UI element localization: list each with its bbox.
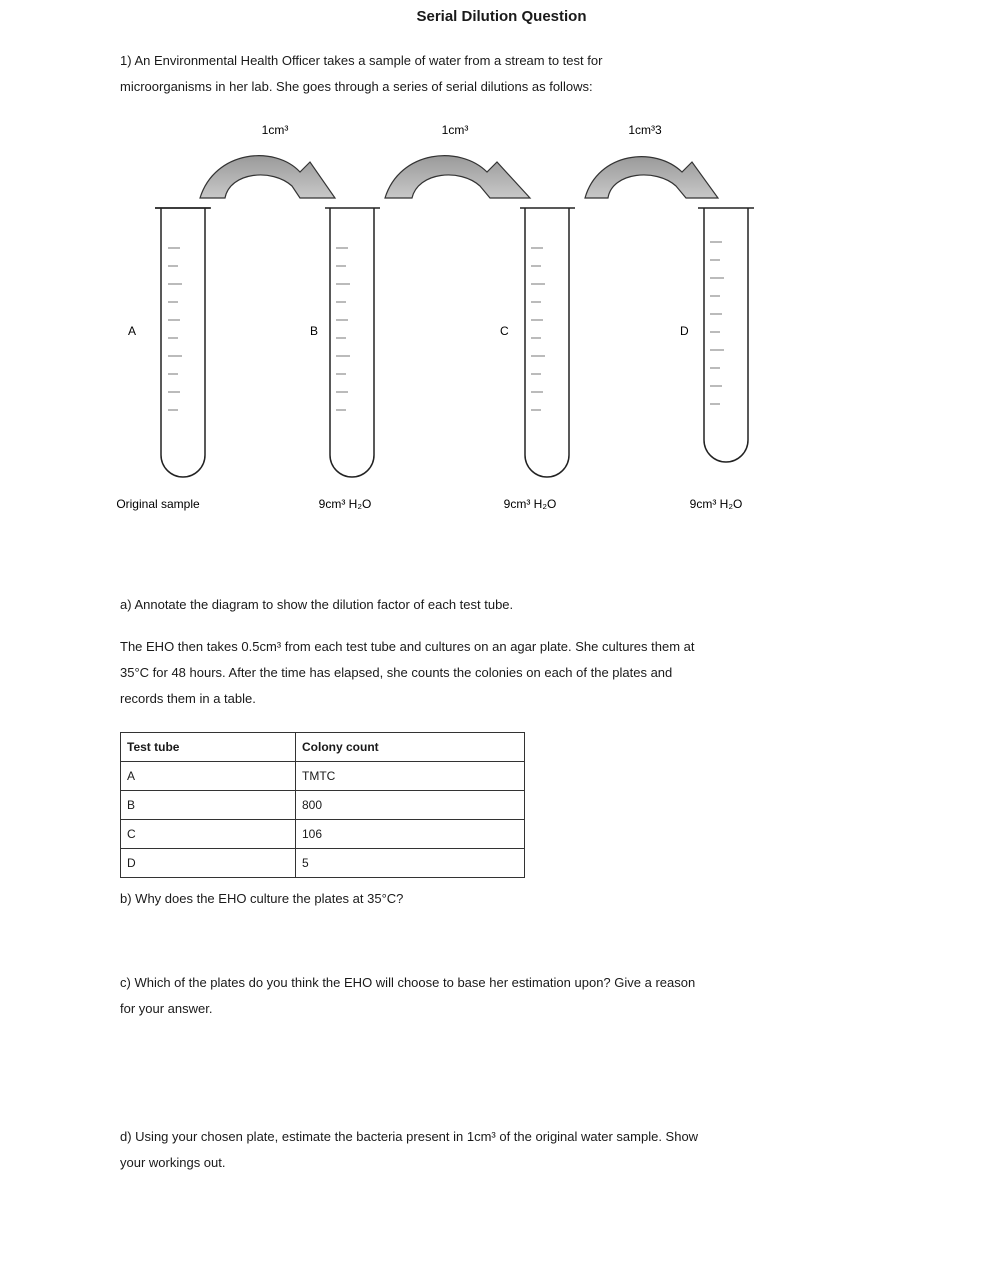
intro-paragraph bbox=[120, 48, 890, 100]
transfer-label: 1cm³ bbox=[261, 123, 289, 137]
tube-caption: 9cm³ H₂O bbox=[503, 497, 557, 511]
question-b: b) Why does the EHO culture the plates at 35°C? bbox=[120, 891, 404, 906]
culture-line: The EHO then takes 0.5cm³ from each test tube and cultures on an agar plate. She cultures them at bbox=[120, 639, 695, 654]
table-row bbox=[121, 762, 525, 791]
serial-dilution-diagram bbox=[0, 110, 1003, 520]
table-header: Colony count bbox=[296, 733, 525, 762]
tube-letter: B bbox=[310, 324, 319, 338]
table-row bbox=[121, 820, 525, 849]
table-cell: TMTC bbox=[296, 762, 525, 791]
page-title: Serial Dilution Question bbox=[416, 8, 587, 25]
culture-line: records them in a table. bbox=[120, 691, 256, 706]
tube-caption: 9cm³ H₂O bbox=[318, 497, 372, 511]
intro-line: microorganisms in her lab. She goes through a series of serial dilutions as follows: bbox=[120, 79, 593, 94]
table-cell: 800 bbox=[296, 791, 525, 820]
transfer-label: 1cm³3 bbox=[628, 123, 662, 137]
transfer-arrow bbox=[385, 156, 530, 198]
question-a: a) Annotate the diagram to show the dilution factor of each test tube. bbox=[120, 597, 514, 612]
test-tube-a bbox=[155, 208, 211, 477]
table-cell: A bbox=[121, 762, 296, 791]
tube-letter: A bbox=[128, 324, 137, 338]
question-c-line: c) Which of the plates do you think the EHO will choose to base her estimation upon? Give a reason bbox=[120, 975, 696, 990]
test-tube-b bbox=[325, 208, 380, 477]
table-row bbox=[121, 791, 525, 820]
question-d-line: d) Using your chosen plate, estimate the bacteria present in 1cm³ of the original water sample. Show bbox=[120, 1129, 699, 1144]
question-c bbox=[120, 970, 890, 1022]
question-c-line: for your answer. bbox=[120, 1001, 213, 1016]
tube-caption: Original sample bbox=[116, 497, 200, 511]
tube-letter: C bbox=[500, 324, 509, 338]
test-tube-c bbox=[520, 208, 575, 477]
culture-line: 35°C for 48 hours. After the time has elapsed, she counts the colonies on each of the plates and bbox=[120, 665, 673, 680]
table-cell: 5 bbox=[296, 849, 525, 878]
culture-paragraph bbox=[120, 634, 890, 712]
test-tube-d bbox=[698, 208, 754, 462]
transfer-label: 1cm³ bbox=[441, 123, 469, 137]
table-cell: 106 bbox=[296, 820, 525, 849]
table-header: Test tube bbox=[121, 733, 296, 762]
transfer-arrow bbox=[585, 157, 718, 198]
table-cell: D bbox=[121, 849, 296, 878]
question-d-line: your workings out. bbox=[120, 1155, 226, 1170]
table-cell: B bbox=[121, 791, 296, 820]
tube-caption: 9cm³ H₂O bbox=[689, 497, 743, 511]
question-d bbox=[120, 1124, 890, 1176]
table-header-row bbox=[121, 733, 525, 762]
tube-letter: D bbox=[680, 324, 689, 338]
table-cell: C bbox=[121, 820, 296, 849]
transfer-arrow bbox=[200, 156, 335, 198]
intro-line: 1) An Environmental Health Officer takes a sample of water from a stream to test for bbox=[120, 53, 603, 68]
table-row bbox=[121, 849, 525, 878]
colony-count-table bbox=[120, 732, 525, 878]
